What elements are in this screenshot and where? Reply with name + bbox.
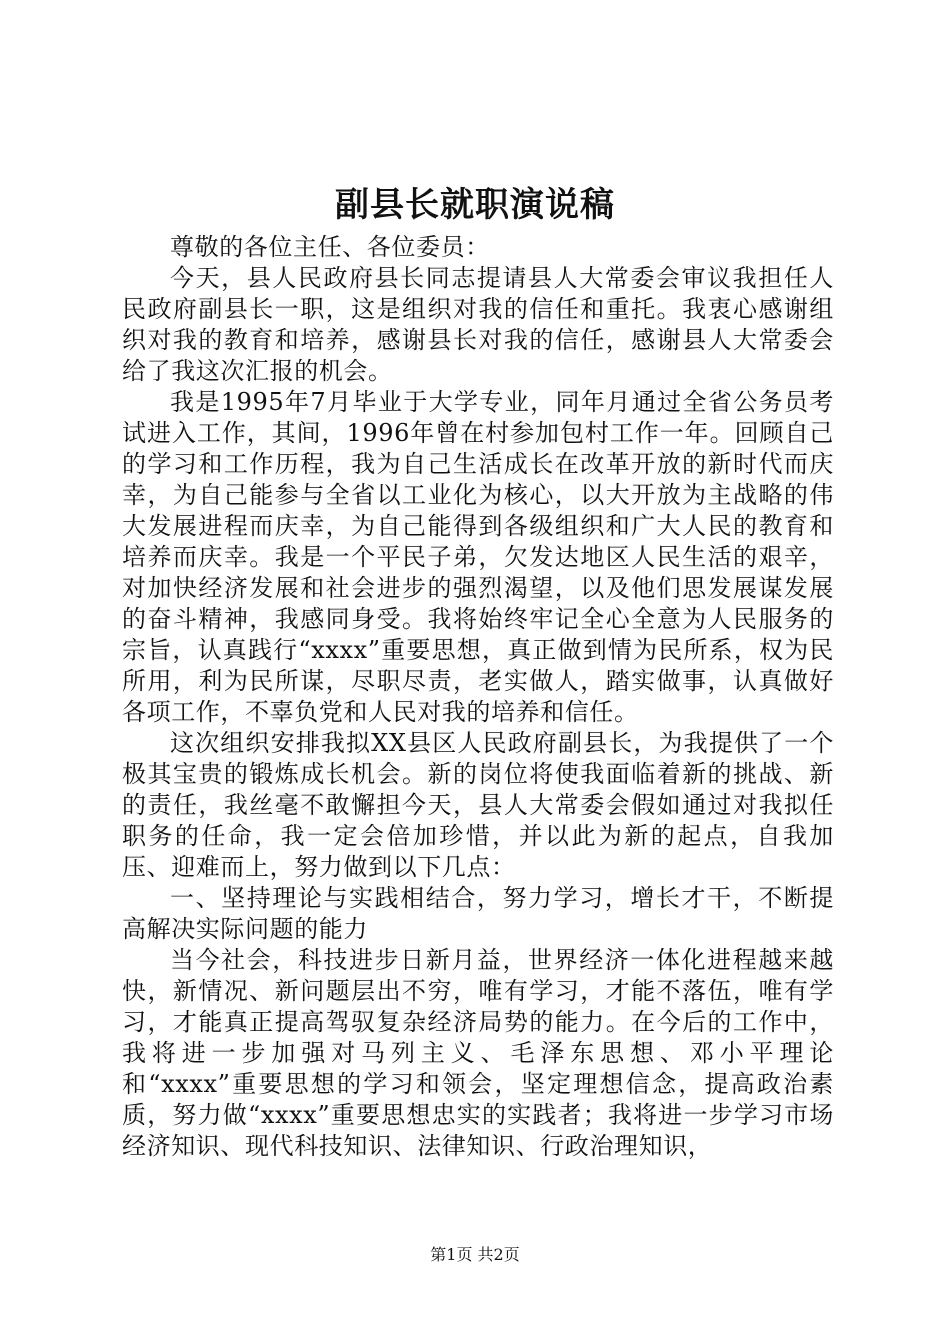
- body-paragraph: 这次组织安排我拟XX县区人民政府副县长，为我提供了一个极其宝贵的锻炼成长机会。新的岗位将使我面临着新的挑战、新的责任，我丝毫不敢懈担今天，县人大常委会假如通过对我拟任职务的任命，我一定会倍加珍惜，并以此为新的起点，自我加压、迎难而上，努力做到以下几点：: [122, 729, 834, 881]
- body-paragraph: 我是1995年7月毕业于大学专业，同年月通过全省公务员考试进入工作，其间，1996年曾在村参加包村工作一年。回顾自己的学习和工作历程，我为自己生活成长在改革开放的新时代而庆幸，为自己能参与全省以工业化为核心，以大开放为主战略的伟大发展进程而庆幸，为自己能得到各级组织和广大人民的教育和培养而庆幸。我是一个平民子弟，欠发达地区人民生活的艰辛，对加快经济发展和社会进步的强烈渴望，以及他们思发展谋发展的奋斗精神，我感同身受。我将始终牢记全心全意为人民服务的宗旨，认真践行“xxxx”重要思想，真正做到情为民所系，权为民所用，利为民所谋，尽职尽责，老实做人，踏实做事，认真做好各项工作，不辜负党和人民对我的培养和信任。: [122, 388, 834, 726]
- document-body: [122, 232, 834, 1162]
- salutation-paragraph: 尊敬的各位主任、各位委员：: [170, 233, 490, 261]
- page-footer: 第1页 共2页: [430, 1245, 520, 1264]
- section-heading-paragraph: 一、坚持理论与实践相结合，努力学习，增长才干，不断提高解决实际问题的能力: [122, 884, 834, 943]
- body-paragraph: 今天，县人民政府县长同志提请县人大常委会审议我担任人民政府副县长一职，这是组织对我的信任和重托。我衷心感谢组织对我的教育和培养，感谢县长对我的信任，感谢县人大常委会给了我这次汇报的机会。: [122, 264, 834, 385]
- document-title: 副县长就职演说稿: [335, 185, 615, 225]
- body-paragraph: 当今社会，科技进步日新月益，世界经济一体化进程越来越快，新情况、新问题层出不穷，唯有学习，才能不落伍，唯有学习，才能真正提高驾驭复杂经济局势的能力。在今后的工作中，我将进一步加强对马列主义、毛泽东思想、邓小平理论和“xxxx”重要思想的学习和领会，坚定理想信念，提高政治素质，努力做“xxxx”重要思想忠实的实践者；我将进一步学习市场经济知识、现代科技知识、法律知识、行政治理知识，: [122, 946, 834, 1160]
